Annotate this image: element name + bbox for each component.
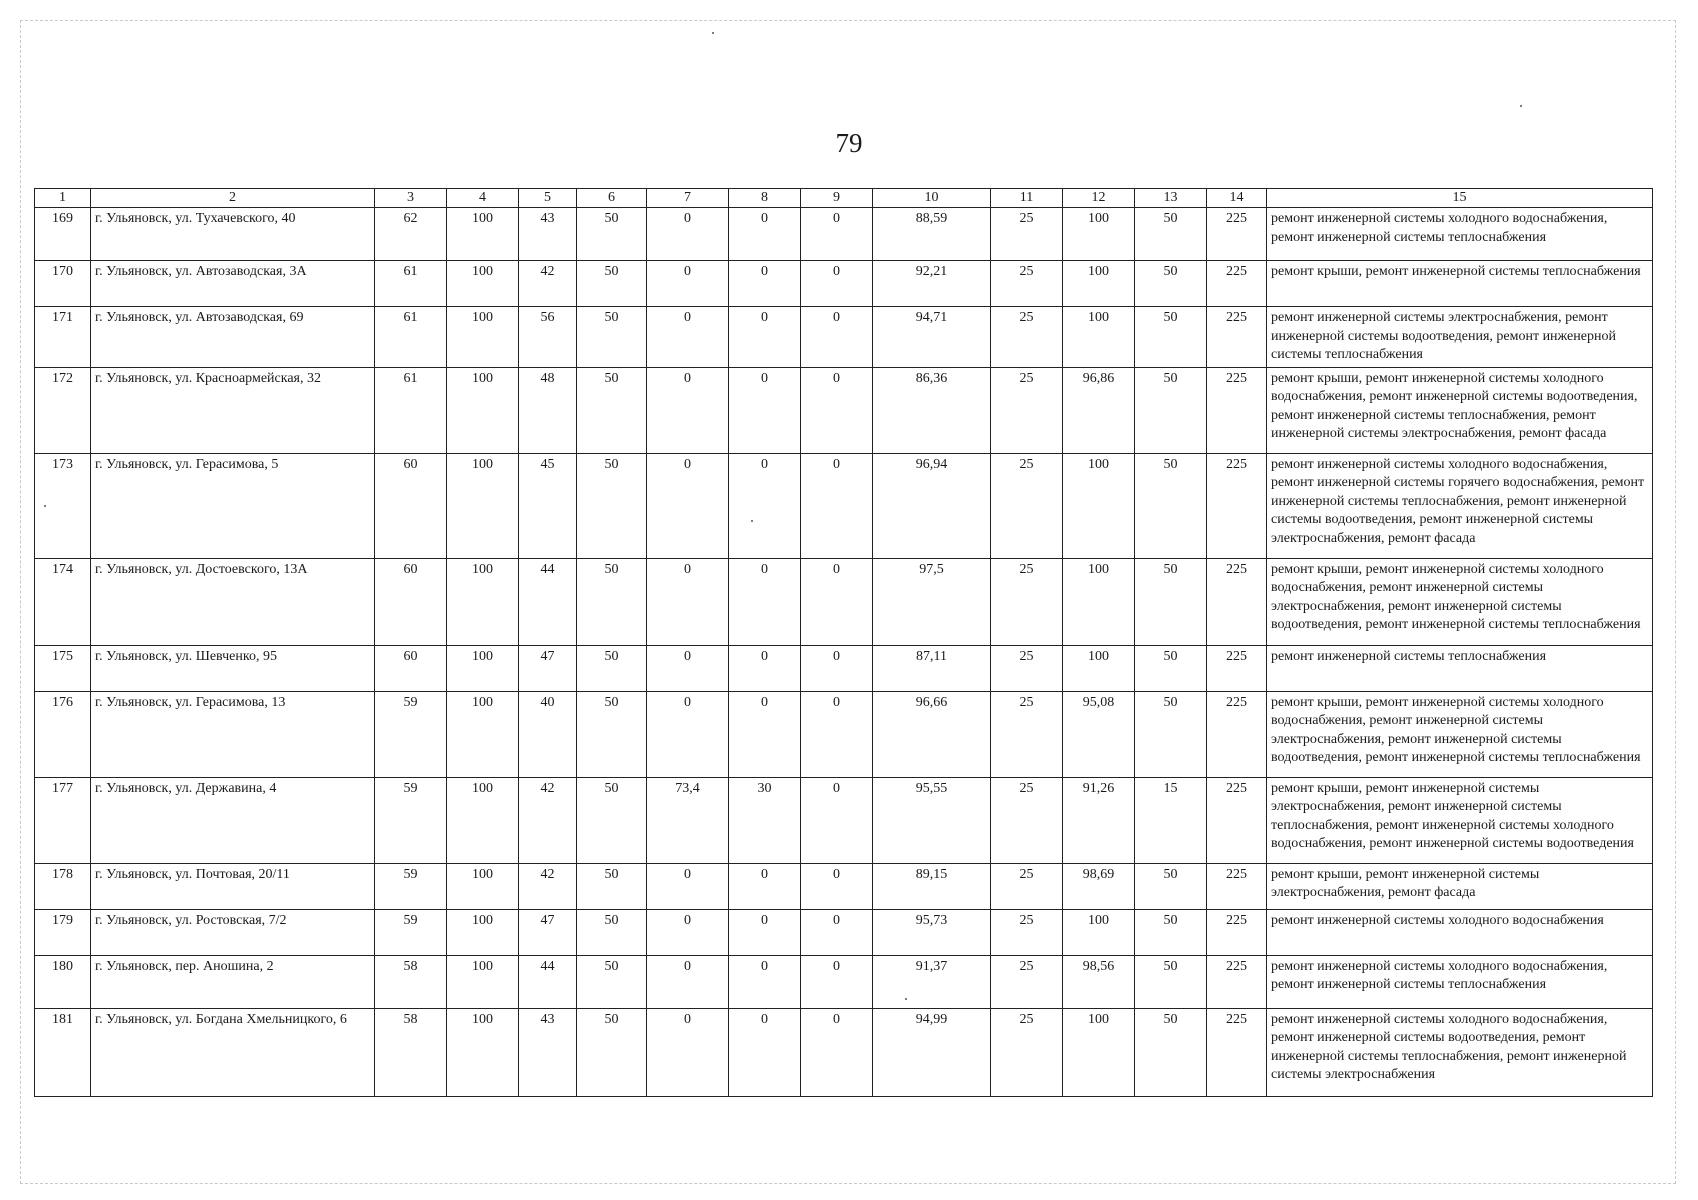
column-header-12: 12	[1063, 189, 1135, 208]
cell-col-3: 60	[375, 558, 447, 645]
address-cell: г. Ульяновск, пер. Аношина, 2	[91, 955, 375, 1008]
cell-col-11: 25	[991, 558, 1063, 645]
cell-col-6: 50	[577, 367, 647, 453]
cell-col-5: 42	[519, 863, 577, 909]
cell-col-7: 73,4	[647, 777, 729, 863]
cell-col-14: 225	[1207, 691, 1267, 777]
cell-col-10: 88,59	[873, 208, 991, 261]
cell-col-3: 59	[375, 909, 447, 955]
cell-col-14: 225	[1207, 777, 1267, 863]
cell-col-3: 60	[375, 645, 447, 691]
address-cell: г. Ульяновск, ул. Герасимова, 5	[91, 453, 375, 558]
column-header-11: 11	[991, 189, 1063, 208]
cell-col-7: 0	[647, 645, 729, 691]
cell-col-12: 100	[1063, 453, 1135, 558]
cell-col-5: 56	[519, 307, 577, 368]
row-number-cell: 174	[35, 558, 91, 645]
cell-col-3: 61	[375, 307, 447, 368]
address-cell: г. Ульяновск, ул. Тухачевского, 40	[91, 208, 375, 261]
cell-col-7: 0	[647, 453, 729, 558]
cell-col-5: 42	[519, 261, 577, 307]
cell-col-10: 95,55	[873, 777, 991, 863]
column-header-7: 7	[647, 189, 729, 208]
cell-col-10: 86,36	[873, 367, 991, 453]
address-cell: г. Ульяновск, ул. Ростовская, 7/2	[91, 909, 375, 955]
cell-col-11: 25	[991, 208, 1063, 261]
cell-col-12: 100	[1063, 307, 1135, 368]
repair-works-cell: ремонт крыши, ремонт инженерной системы электроснабжения, ремонт инженерной системы теплоснабжения, ремонт инженерной системы холодного водоснабжения, ремонт инженерной системы водоотведения	[1267, 777, 1653, 863]
cell-col-9: 0	[801, 691, 873, 777]
cell-col-12: 100	[1063, 909, 1135, 955]
column-header-14: 14	[1207, 189, 1267, 208]
cell-col-4: 100	[447, 367, 519, 453]
cell-col-9: 0	[801, 955, 873, 1008]
cell-col-5: 44	[519, 955, 577, 1008]
cell-col-4: 100	[447, 453, 519, 558]
address-cell: г. Ульяновск, ул. Красноармейская, 32	[91, 367, 375, 453]
cell-col-9: 0	[801, 367, 873, 453]
cell-col-11: 25	[991, 691, 1063, 777]
table-row	[35, 453, 1653, 558]
cell-col-8: 0	[729, 955, 801, 1008]
cell-col-3: 62	[375, 208, 447, 261]
cell-col-3: 58	[375, 955, 447, 1008]
cell-col-8: 0	[729, 863, 801, 909]
cell-col-10: 94,99	[873, 1008, 991, 1096]
column-header-6: 6	[577, 189, 647, 208]
cell-col-7: 0	[647, 261, 729, 307]
cell-col-12: 98,56	[1063, 955, 1135, 1008]
cell-col-4: 100	[447, 863, 519, 909]
cell-col-4: 100	[447, 208, 519, 261]
cell-col-9: 0	[801, 453, 873, 558]
row-number-cell: 173	[35, 453, 91, 558]
cell-col-14: 225	[1207, 863, 1267, 909]
cell-col-13: 50	[1135, 909, 1207, 955]
repair-works-cell: ремонт крыши, ремонт инженерной системы электроснабжения, ремонт фасада	[1267, 863, 1653, 909]
table-row	[35, 208, 1653, 261]
cell-col-3: 58	[375, 1008, 447, 1096]
header-row	[35, 189, 1653, 208]
table-row	[35, 307, 1653, 368]
table-row	[35, 955, 1653, 1008]
row-number-cell: 171	[35, 307, 91, 368]
cell-col-8: 0	[729, 453, 801, 558]
cell-col-8: 0	[729, 645, 801, 691]
column-header-9: 9	[801, 189, 873, 208]
repair-works-cell: ремонт инженерной системы холодного водоснабжения	[1267, 909, 1653, 955]
cell-col-10: 89,15	[873, 863, 991, 909]
cell-col-14: 225	[1207, 909, 1267, 955]
cell-col-5: 47	[519, 645, 577, 691]
column-header-13: 13	[1135, 189, 1207, 208]
cell-col-12: 100	[1063, 1008, 1135, 1096]
cell-col-6: 50	[577, 307, 647, 368]
cell-col-4: 100	[447, 307, 519, 368]
cell-col-12: 100	[1063, 558, 1135, 645]
cell-col-11: 25	[991, 367, 1063, 453]
table-row	[35, 1008, 1653, 1096]
cell-col-10: 92,21	[873, 261, 991, 307]
cell-col-13: 50	[1135, 1008, 1207, 1096]
column-header-15: 15	[1267, 189, 1653, 208]
cell-col-6: 50	[577, 261, 647, 307]
address-cell: г. Ульяновск, ул. Автозаводская, 3А	[91, 261, 375, 307]
cell-col-9: 0	[801, 1008, 873, 1096]
cell-col-14: 225	[1207, 558, 1267, 645]
column-header-8: 8	[729, 189, 801, 208]
cell-col-11: 25	[991, 863, 1063, 909]
cell-col-13: 50	[1135, 307, 1207, 368]
cell-col-6: 50	[577, 208, 647, 261]
cell-col-11: 25	[991, 453, 1063, 558]
table-row	[35, 863, 1653, 909]
column-header-10: 10	[873, 189, 991, 208]
cell-col-4: 100	[447, 955, 519, 1008]
repair-works-cell: ремонт крыши, ремонт инженерной системы холодного водоснабжения, ремонт инженерной системы электроснабжения, ремонт инженерной системы водоотведения, ремонт инженерной системы теплоснабжения	[1267, 691, 1653, 777]
repair-works-cell: ремонт инженерной системы холодного водоснабжения, ремонт инженерной системы горячего водоснабжения, ремонт инженерной системы теплоснабжения, ремонт инженерной системы водоотведения, ремонт инженерной системы электроснабжения, ремонт фасада	[1267, 453, 1653, 558]
cell-col-5: 47	[519, 909, 577, 955]
cell-col-5: 45	[519, 453, 577, 558]
cell-col-4: 100	[447, 909, 519, 955]
table-row	[35, 261, 1653, 307]
cell-col-5: 44	[519, 558, 577, 645]
cell-col-11: 25	[991, 307, 1063, 368]
cell-col-4: 100	[447, 261, 519, 307]
cell-col-12: 100	[1063, 208, 1135, 261]
cell-col-12: 100	[1063, 645, 1135, 691]
cell-col-10: 87,11	[873, 645, 991, 691]
scan-speck	[712, 32, 714, 34]
cell-col-5: 48	[519, 367, 577, 453]
column-header-3: 3	[375, 189, 447, 208]
cell-col-6: 50	[577, 453, 647, 558]
address-cell: г. Ульяновск, ул. Достоевского, 13А	[91, 558, 375, 645]
cell-col-7: 0	[647, 1008, 729, 1096]
cell-col-11: 25	[991, 1008, 1063, 1096]
capital-repair-table	[34, 188, 1653, 1097]
cell-col-12: 100	[1063, 261, 1135, 307]
cell-col-3: 59	[375, 691, 447, 777]
cell-col-11: 25	[991, 955, 1063, 1008]
row-number-cell: 177	[35, 777, 91, 863]
cell-col-7: 0	[647, 208, 729, 261]
cell-col-12: 91,26	[1063, 777, 1135, 863]
row-number-cell: 179	[35, 909, 91, 955]
cell-col-3: 60	[375, 453, 447, 558]
cell-col-10: 96,94	[873, 453, 991, 558]
cell-col-6: 50	[577, 1008, 647, 1096]
cell-col-12: 96,86	[1063, 367, 1135, 453]
cell-col-4: 100	[447, 691, 519, 777]
cell-col-5: 43	[519, 1008, 577, 1096]
cell-col-8: 30	[729, 777, 801, 863]
table-row	[35, 645, 1653, 691]
cell-col-8: 0	[729, 691, 801, 777]
cell-col-13: 50	[1135, 367, 1207, 453]
cell-col-8: 0	[729, 367, 801, 453]
cell-col-9: 0	[801, 863, 873, 909]
address-cell: г. Ульяновск, ул. Державина, 4	[91, 777, 375, 863]
cell-col-8: 0	[729, 208, 801, 261]
cell-col-14: 225	[1207, 208, 1267, 261]
cell-col-13: 50	[1135, 863, 1207, 909]
cell-col-5: 42	[519, 777, 577, 863]
cell-col-8: 0	[729, 261, 801, 307]
cell-col-6: 50	[577, 558, 647, 645]
repair-works-cell: ремонт крыши, ремонт инженерной системы холодного водоснабжения, ремонт инженерной системы электроснабжения, ремонт инженерной системы водоотведения, ремонт инженерной системы теплоснабжения	[1267, 558, 1653, 645]
cell-col-13: 50	[1135, 453, 1207, 558]
repair-works-cell: ремонт крыши, ремонт инженерной системы теплоснабжения	[1267, 261, 1653, 307]
row-number-cell: 178	[35, 863, 91, 909]
cell-col-9: 0	[801, 261, 873, 307]
cell-col-4: 100	[447, 1008, 519, 1096]
cell-col-9: 0	[801, 777, 873, 863]
cell-col-6: 50	[577, 645, 647, 691]
cell-col-12: 95,08	[1063, 691, 1135, 777]
cell-col-3: 59	[375, 863, 447, 909]
cell-col-6: 50	[577, 863, 647, 909]
repair-works-cell: ремонт инженерной системы холодного водоснабжения, ремонт инженерной системы теплоснабжения	[1267, 955, 1653, 1008]
cell-col-7: 0	[647, 558, 729, 645]
column-header-4: 4	[447, 189, 519, 208]
cell-col-10: 96,66	[873, 691, 991, 777]
cell-col-13: 50	[1135, 558, 1207, 645]
row-number-cell: 169	[35, 208, 91, 261]
table-row	[35, 777, 1653, 863]
cell-col-11: 25	[991, 645, 1063, 691]
cell-col-13: 50	[1135, 261, 1207, 307]
repair-works-cell: ремонт инженерной системы электроснабжения, ремонт инженерной системы водоотведения, ремонт инженерной системы теплоснабжения	[1267, 307, 1653, 368]
table-row	[35, 691, 1653, 777]
address-cell: г. Ульяновск, ул. Богдана Хмельницкого, 6	[91, 1008, 375, 1096]
column-header-5: 5	[519, 189, 577, 208]
cell-col-6: 50	[577, 909, 647, 955]
row-number-cell: 172	[35, 367, 91, 453]
cell-col-8: 0	[729, 1008, 801, 1096]
cell-col-4: 100	[447, 558, 519, 645]
table-row	[35, 909, 1653, 955]
cell-col-4: 100	[447, 645, 519, 691]
cell-col-3: 61	[375, 367, 447, 453]
cell-col-13: 50	[1135, 691, 1207, 777]
address-cell: г. Ульяновск, ул. Автозаводская, 69	[91, 307, 375, 368]
cell-col-9: 0	[801, 307, 873, 368]
column-header-2: 2	[91, 189, 375, 208]
cell-col-14: 225	[1207, 307, 1267, 368]
cell-col-7: 0	[647, 909, 729, 955]
cell-col-5: 43	[519, 208, 577, 261]
cell-col-11: 25	[991, 777, 1063, 863]
column-header-1: 1	[35, 189, 91, 208]
cell-col-10: 97,5	[873, 558, 991, 645]
cell-col-8: 0	[729, 558, 801, 645]
address-cell: г. Ульяновск, ул. Почтовая, 20/11	[91, 863, 375, 909]
address-cell: г. Ульяновск, ул. Шевченко, 95	[91, 645, 375, 691]
cell-col-13: 50	[1135, 208, 1207, 261]
cell-col-14: 225	[1207, 955, 1267, 1008]
cell-col-10: 94,71	[873, 307, 991, 368]
cell-col-8: 0	[729, 307, 801, 368]
table-body	[35, 208, 1653, 1097]
cell-col-6: 50	[577, 777, 647, 863]
cell-col-9: 0	[801, 909, 873, 955]
cell-col-3: 61	[375, 261, 447, 307]
cell-col-10: 91,37	[873, 955, 991, 1008]
cell-col-3: 59	[375, 777, 447, 863]
cell-col-13: 15	[1135, 777, 1207, 863]
cell-col-14: 225	[1207, 367, 1267, 453]
cell-col-4: 100	[447, 777, 519, 863]
cell-col-6: 50	[577, 691, 647, 777]
row-number-cell: 170	[35, 261, 91, 307]
cell-col-14: 225	[1207, 645, 1267, 691]
address-cell: г. Ульяновск, ул. Герасимова, 13	[91, 691, 375, 777]
table-row	[35, 558, 1653, 645]
cell-col-12: 98,69	[1063, 863, 1135, 909]
row-number-cell: 176	[35, 691, 91, 777]
cell-col-6: 50	[577, 955, 647, 1008]
cell-col-13: 50	[1135, 645, 1207, 691]
cell-col-9: 0	[801, 208, 873, 261]
cell-col-14: 225	[1207, 261, 1267, 307]
cell-col-8: 0	[729, 909, 801, 955]
repair-works-cell: ремонт крыши, ремонт инженерной системы холодного водоснабжения, ремонт инженерной системы водоотведения, ремонт инженерной системы теплоснабжения, ремонт инженерной системы электроснабжения, ремонт фасада	[1267, 367, 1653, 453]
repair-works-cell: ремонт инженерной системы холодного водоснабжения, ремонт инженерной системы водоотведения, ремонт инженерной системы теплоснабжения, ремонт инженерной системы электроснабжения	[1267, 1008, 1653, 1096]
cell-col-7: 0	[647, 307, 729, 368]
cell-col-7: 0	[647, 863, 729, 909]
row-number-cell: 175	[35, 645, 91, 691]
cell-col-9: 0	[801, 558, 873, 645]
cell-col-13: 50	[1135, 955, 1207, 1008]
row-number-cell: 180	[35, 955, 91, 1008]
cell-col-11: 25	[991, 909, 1063, 955]
cell-col-14: 225	[1207, 1008, 1267, 1096]
cell-col-7: 0	[647, 955, 729, 1008]
cell-col-9: 0	[801, 645, 873, 691]
cell-col-5: 40	[519, 691, 577, 777]
repair-works-cell: ремонт инженерной системы холодного водоснабжения, ремонт инженерной системы теплоснабжения	[1267, 208, 1653, 261]
cell-col-10: 95,73	[873, 909, 991, 955]
table-row	[35, 367, 1653, 453]
repair-works-cell: ремонт инженерной системы теплоснабжения	[1267, 645, 1653, 691]
cell-col-7: 0	[647, 691, 729, 777]
cell-col-11: 25	[991, 261, 1063, 307]
page-number: 79	[835, 128, 863, 158]
scan-speck	[1520, 105, 1522, 107]
row-number-cell: 181	[35, 1008, 91, 1096]
cell-col-7: 0	[647, 367, 729, 453]
cell-col-14: 225	[1207, 453, 1267, 558]
